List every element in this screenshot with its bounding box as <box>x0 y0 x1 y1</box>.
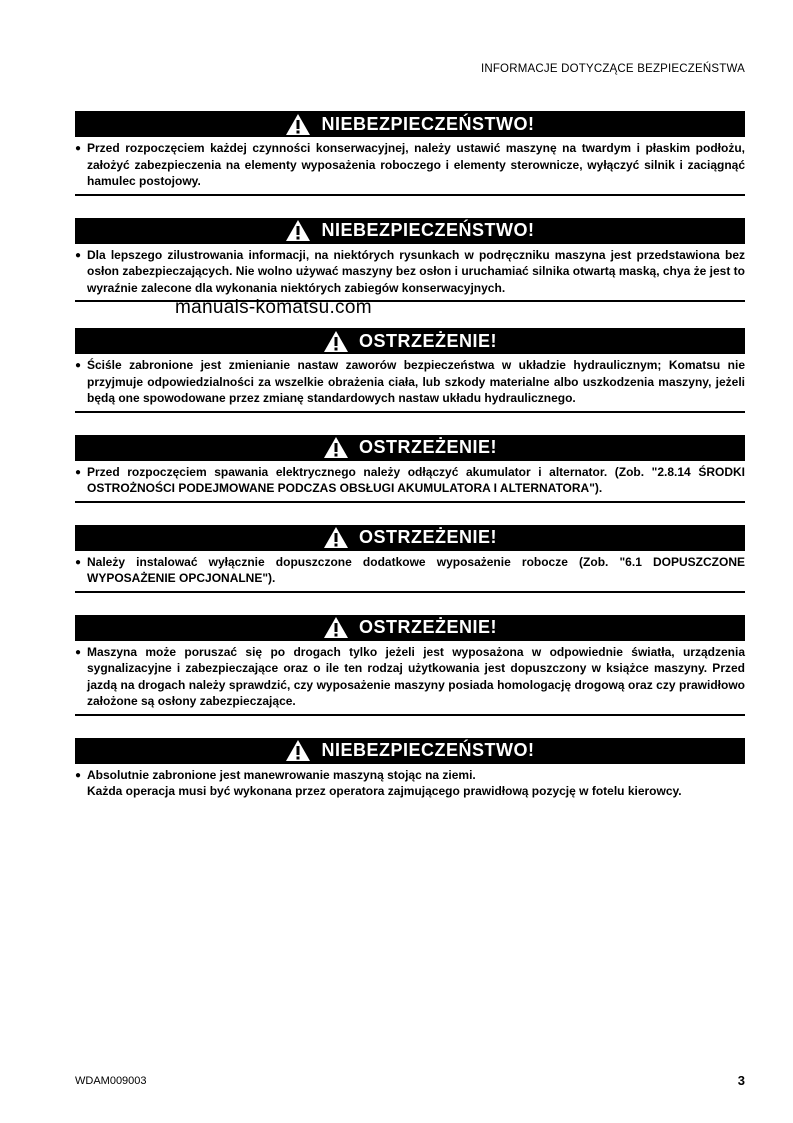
warning-triangle-icon <box>323 330 349 353</box>
warning-triangle-icon <box>285 219 311 242</box>
notice-banner <box>75 111 745 137</box>
bullet-icon: ● <box>75 646 82 658</box>
notice-label: NIEBEZPIECZEŃSTWO! <box>321 740 535 760</box>
notice-label: NIEBEZPIECZEŃSTWO! <box>321 220 535 240</box>
notice-text-line: Absolutnie zabronione jest manewrowanie maszyną stojąc na ziemi. <box>87 767 476 782</box>
document-code: WDAM009003 <box>75 1075 147 1087</box>
bullet-icon: ● <box>75 466 82 478</box>
running-header: INFORMACJE DOTYCZĄCE BEZPIECZEŃSTWA <box>480 63 745 75</box>
warning-triangle-icon <box>323 436 349 459</box>
bullet-icon: ● <box>75 769 82 781</box>
danger-notice-2 <box>75 218 745 303</box>
notice-label: NIEBEZPIECZEŃSTWO! <box>321 113 535 134</box>
notice-banner <box>75 218 745 244</box>
notice-banner <box>75 615 745 641</box>
danger-notice-3 <box>75 738 745 804</box>
bullet-icon: ● <box>75 143 82 154</box>
notice-body <box>75 764 745 804</box>
notice-text: Przed rozpoczęciem każdej czynności konserwacyjnej, należy ustawić maszynę na twardym i płaskim podłożu, założyć zabezpieczenia na elementy wyposażenia roboczego i elementy sterownicze, wyłączyć silnik i zaciągnąć hamulec postojowy. <box>87 141 745 188</box>
notice-label: OSTRZEŻENIE! <box>358 617 497 637</box>
notice-banner <box>75 328 745 354</box>
danger-notice-1 <box>75 111 745 196</box>
notice-label: OSTRZEŻENIE! <box>358 437 497 457</box>
notice-banner <box>75 738 745 764</box>
notice-label: OSTRZEŻENIE! <box>358 330 497 351</box>
notice-body <box>75 354 745 413</box>
notice-body <box>75 641 745 716</box>
warning-notice-1 <box>75 328 745 413</box>
notice-body <box>75 551 745 593</box>
watermark-text: manuals-komatsu.com <box>175 297 372 318</box>
notice-banner <box>75 525 745 551</box>
notice-body <box>75 244 745 303</box>
warning-triangle-icon <box>323 526 349 549</box>
notice-text: Dla lepszego zilustrowania informacji, na niektórych rysunkach w podręczniku maszyna jest przedstawiona bez osłon zabezpieczających. Nie wolno używać maszyny bez osłon i uruchamiać silnika otwartą maską, chya że jest to wyraźnie zalecone dla wykonania niektórych zabiegów konserwacyjnych. <box>87 247 745 295</box>
notice-text: Ściśle zabronione jest zmienianie nastaw zaworów bezpieczeństwa w układzie hydraulicznym; Komatsu nie przyjmuje odpowiedzialności za wszelkie obrażenia ciała, lub szkody materialne albo uszkodzenia maszyny, jeżeli będą one spowodowane przez zmianę standardowych nastaw układu hydraulicznego. <box>87 358 745 405</box>
warning-notice-4 <box>75 615 745 716</box>
warning-notice-3 <box>75 525 745 593</box>
bullet-icon: ● <box>75 249 82 261</box>
notice-text <box>87 767 745 800</box>
bullet-icon: ● <box>75 360 82 371</box>
notice-text-line: Każda operacja musi być wykonana przez operatora zajmującego prawidłową pozycję w fotelu kierowcy. <box>87 784 682 798</box>
notices-container <box>75 111 745 804</box>
notice-body <box>75 461 745 503</box>
notice-banner <box>75 435 745 461</box>
bullet-icon: ● <box>75 556 82 568</box>
warning-triangle-icon <box>285 739 311 762</box>
notice-text: Przed rozpoczęciem spawania elektrycznego należy odłączyć akumulator i alternator. (Zob. "2.8.14 ŚRODKI OSTROŻNOŚCI PODEJMOWANE PODCZAS OBSŁUGI AKUMULATORA I ALTERNATORA"). <box>87 464 745 495</box>
warning-triangle-icon <box>323 616 349 639</box>
notice-body <box>75 137 745 196</box>
notice-label: OSTRZEŻENIE! <box>358 527 497 547</box>
notice-text: Maszyna może poruszać się po drogach tylko jeżeli jest wyposażona w odpowiednie światła, urządzenia sygnalizacyjne i zabezpieczające oraz o ile ten rodzaj użytkowania jest dopuszczony w książce maszyny. Przed jazdą na drogach należy sprawdzić, czy wyposażenie maszyny posiada homologację drogową oraz czy prawidłowo założone są osłony zabezpieczające. <box>87 644 745 708</box>
notice-text: Należy instalować wyłącznie dopuszczone dodatkowe wyposażenie robocze (Zob. "6.1 DOPUSZCZONE WYPOSAŻENIE OPCJONALNE"). <box>87 554 745 585</box>
warning-notice-2 <box>75 435 745 503</box>
page-number: 3 <box>737 1073 745 1088</box>
warning-triangle-icon <box>285 113 311 136</box>
